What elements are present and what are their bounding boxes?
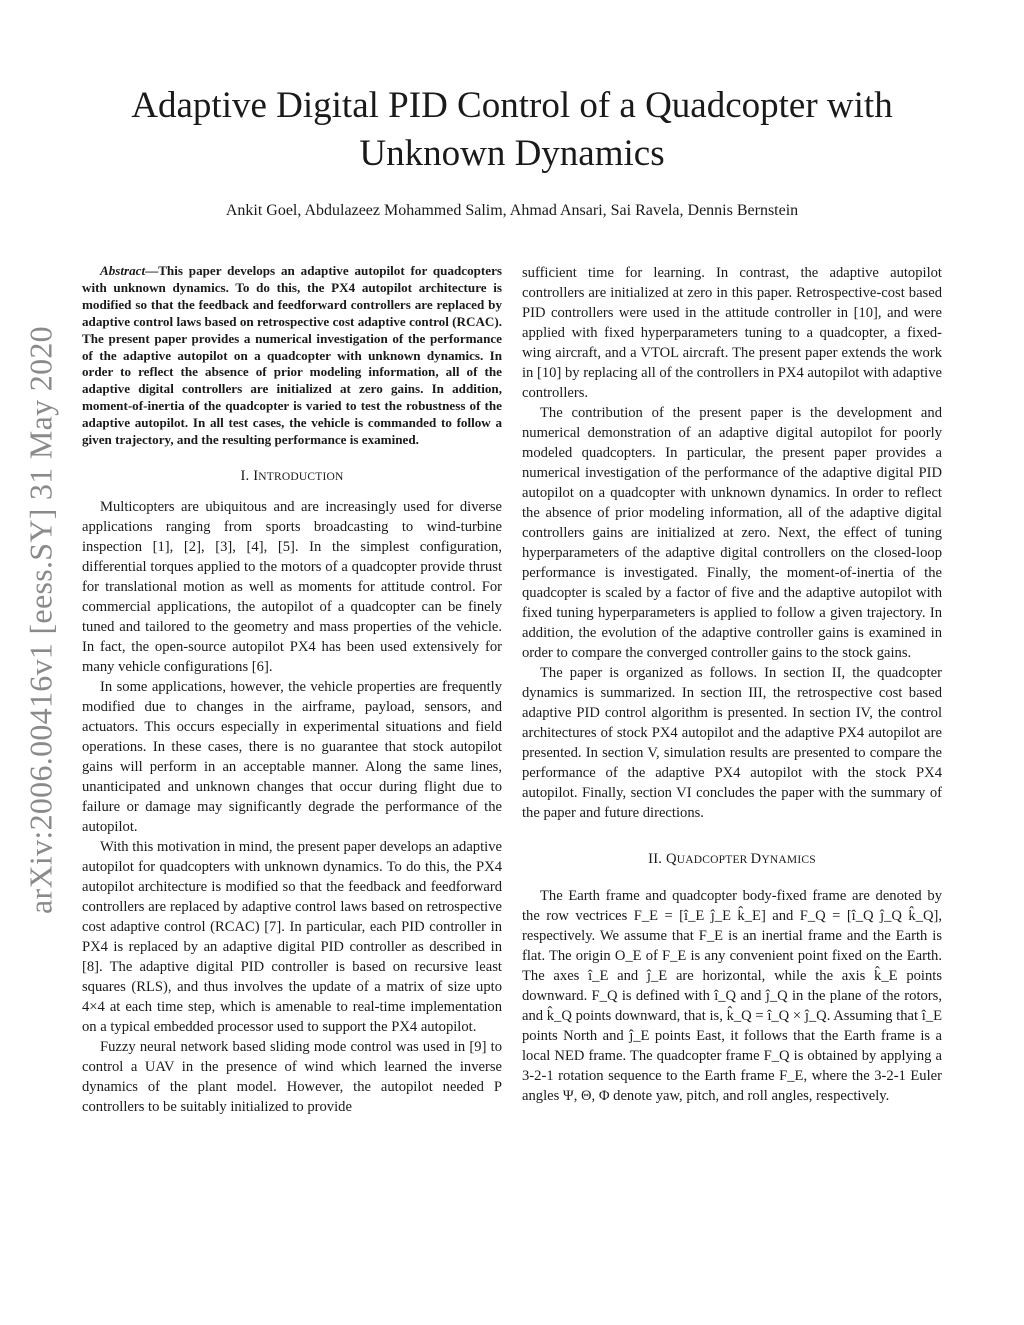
paper-title: Adaptive Digital PID Control of a Quadcopter with Unknown Dynamics [131, 85, 893, 174]
intro-paragraph: With this motivation in mind, the present paper develops an adaptive autopilot for quadcopters with unknown dynamics. To do this, the PX4 autopilot architecture is modified so that the feedback and feedforward controllers are replaced by adaptive control laws based on retrospective cost adaptive control (RCAC) [7]. In particular, each PID controller in PX4 is replaced by an adaptive digital PID controller as described in [8]. The adaptive digital PID controller is based on recursive least squares (RLS), and thus involves the update of a matrix of size upto 4×4 at each time step, which is amenable to real-time implementation on a typical embedded processor used to support the PX4 autopilot. [82, 838, 502, 1035]
intro-paragraph: The paper is organized as follows. In section II, the quadcopter dynamics is summarized. In section III, the retrospective cost based adaptive PID control algorithm is presented. In section IV, the control architectures of stock PX4 autopilot and the adaptive PX4 autopilot are presented. In section V, simulation results are presented to compare the performance of the adaptive PX4 autopilot with the stock PX4 autopilot. Finally, section VI concludes the paper with the summary of the paper and future directions. [522, 665, 942, 821]
author-list: Ankit Goel, Abdulazeez Mohammed Salim, Ahmad Ansari, Sai Ravela, Dennis Bernstein [225, 202, 799, 219]
abstract [82, 263, 502, 449]
right-column [522, 263, 942, 1106]
abstract-label: Abstract [100, 263, 146, 278]
dynamics-paragraph: The Earth frame and quadcopter body-fixed frame are denoted by the row vectrices F_E = [î_E ĵ_E k̂_E] and F_Q = [î_Q ĵ_Q k̂_Q], respectively. We assume that F_E is an inertial frame and the Earth is flat. The origin O_E of F_E is any convenient point fixed on the Earth. The axes î_E and ĵ_E are horizontal, while the axis k̂_E points downward. F_Q is defined with î_Q and ĵ_Q in the plane of the rotors, and k̂_Q points downward, that is, k̂_Q = î_Q × ĵ_Q. Assuming that î_E points North and ĵ_E points East, it follows that the Earth frame is a local NED frame. The quadcopter frame F_Q is obtained by applying a 3-2-1 rotation sequence to the Earth frame F_E, where the 3-2-1 Euler angles Ψ, Θ, Φ denote yaw, pitch, and roll angles, respectively. [522, 888, 942, 1104]
intro-paragraph: sufficient time for learning. In contrast, the adaptive autopilot controllers are initialized at zero in this paper. Retrospective-cost based PID controllers were used in the attitude controller in [10], and were applied with fixed hyperparameters tuning to a quadcopter, a fixed-wing aircraft, and a VTOL aircraft. The present paper extends the work in [10] by replacing all of the controllers in PX4 autopilot with adaptive controllers. [522, 265, 942, 401]
left-column [82, 263, 502, 1117]
section-heading-introduction: I. INTRODUCTION [240, 467, 344, 484]
intro-paragraph: Fuzzy neural network based sliding mode control was used in [9] to control a UAV in the presence of wind which learned the inverse dynamics of the plant model. However, the autopilot needed P controllers to be suitably initialized to provide [82, 1038, 502, 1115]
abstract-text: —This paper develops an adaptive autopilot for quadcopters with unknown dynamics. To do this, the PX4 autopilot architecture is modified so that the feedback and feedforward controllers are replaced by adaptive control laws based on retrospective cost adaptive control (RCAC). The present paper provides a numerical investigation of the performance of the adaptive autopilot on a quadcopter with unknown dynamics. In order to reflect the absence of prior modeling information, all of the adaptive digital controllers are initialized at zero gains. In addition, moment-of-inertia of the quadcopter is varied to test the robustness of the adaptive autopilot. In all test cases, the vehicle is commanded to follow a given trajectory, and the resulting performance is examined. [82, 263, 502, 448]
intro-paragraph: Multicopters are ubiquitous and are increasingly used for diverse applications ranging from sports broadcasting to wind-turbine inspection [1], [2], [3], [4], [5]. In the simplest configuration, differential torques applied to the motors of a quadcopter provide thrust for translational motion as well as moments for attitude control. For commercial applications, the autopilot of a quadcopter can be finely tuned and tailored to the geometry and mass properties of the vehicle. In fact, the open-source autopilot PX4 has been used extensively for many vehicle configurations [6]. [82, 498, 502, 675]
intro-paragraph: The contribution of the present paper is the development and numerical demonstration of an adaptive digital autopilot for poorly modeled quadcopters. In particular, the present paper provides a numerical investigation of the performance of the adaptive digital PID autopilot on a quadcopter with unknown dynamics. In order to reflect the absence of prior modeling information, all of the adaptive digital controllers gains are initialized at zero. Next, the effect of tuning hyperparameters of the adaptive digital controllers on the closed-loop performance is investigated. Finally, the moment-of-inertia of the quadcopter is scaled by a factor of five and the adaptive autopilot with fixed tuning hyperparameters is applied to follow a given trajectory. In addition, the evolution of the adaptive controller gains is examined in order to compare the converged controller gains to the stock gains. [522, 405, 942, 661]
section-heading-quadcopter-dynamics: II. QUADCOPTER DYNAMICS [648, 851, 816, 867]
intro-paragraph: In some applications, however, the vehicle properties are frequently modified due to changes in the airframe, payload, sensors, and actuators. This occurs especially in experimental situations and field operations. In these cases, there is no guarantee that stock autopilot gains will perform in an acceptable manner. Along the same lines, unanticipated and unknown changes that occur during flight due to failure or damage may significantly degrade the performance of the autopilot. [82, 678, 502, 835]
arxiv-identifier: arXiv:2006.00416v1 [eess.SY] 31 May 2020 [22, 326, 59, 914]
